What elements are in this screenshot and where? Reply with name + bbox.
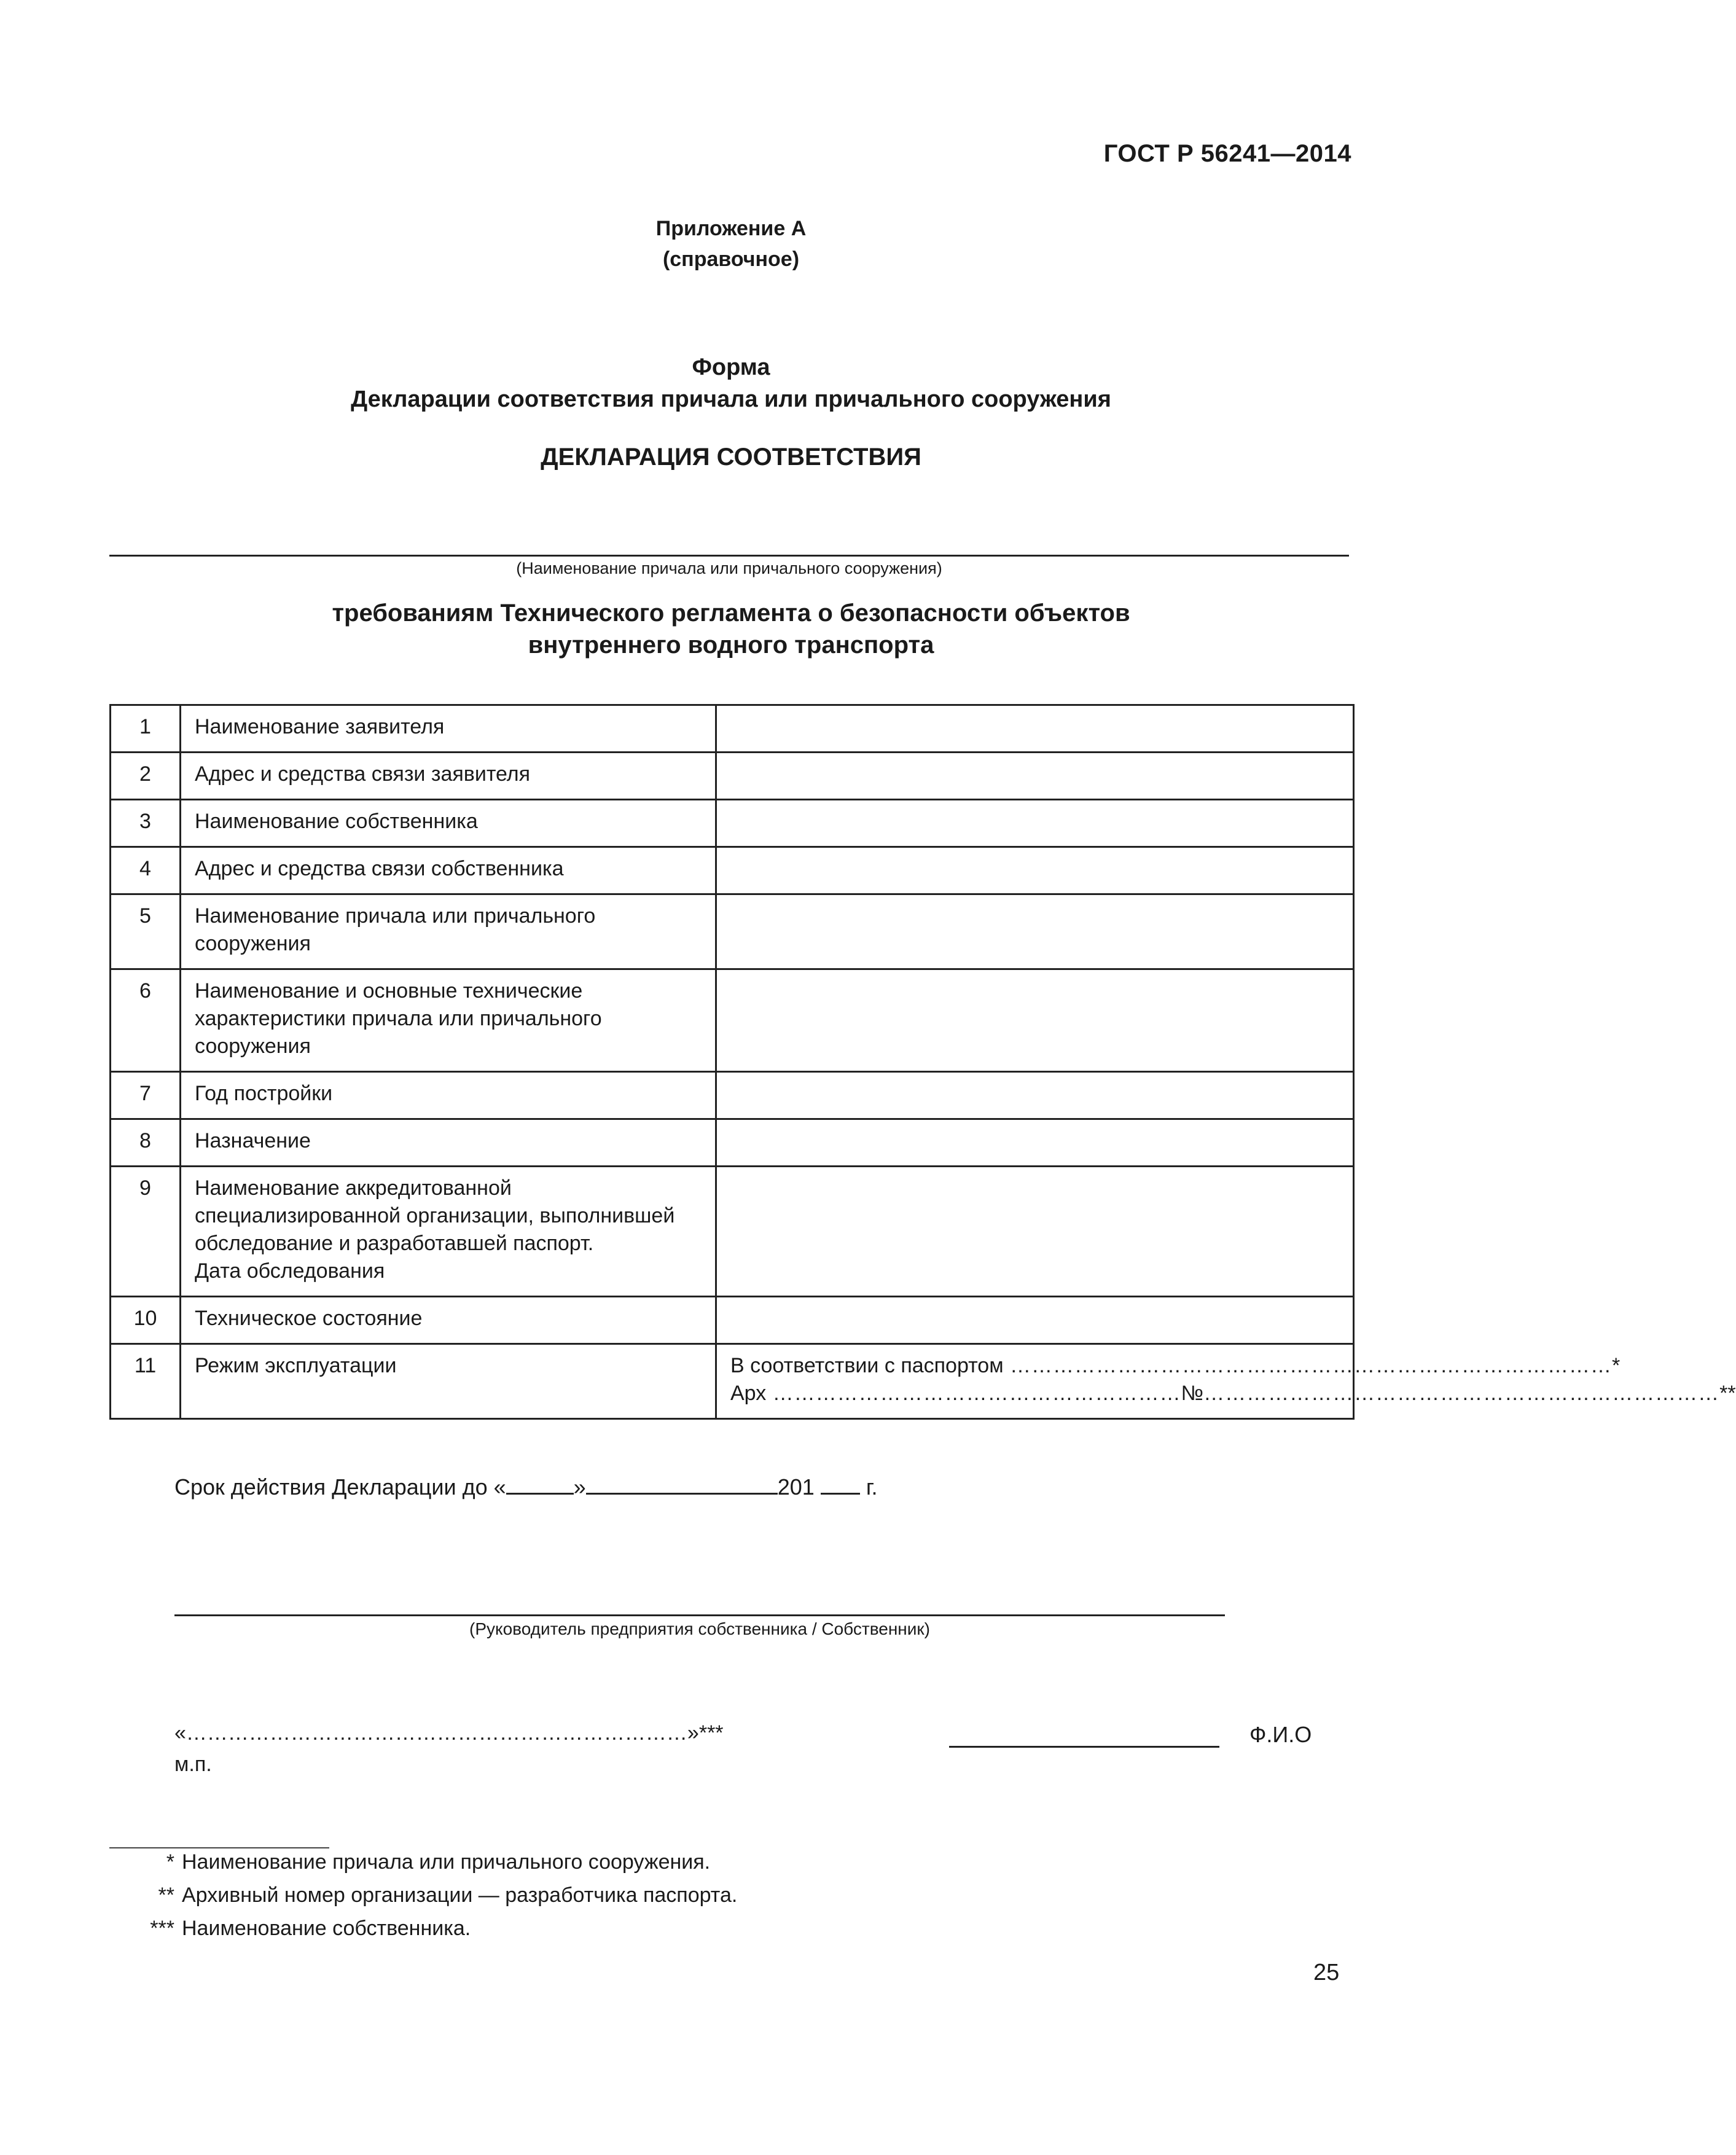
row-label: Назначение [181, 1119, 716, 1167]
table-row [111, 800, 1354, 847]
row-number: 2 [111, 753, 181, 800]
annex-heading [0, 213, 1462, 275]
form-heading [0, 351, 1462, 415]
row-label: Наименование причала или причального сооружения [181, 894, 716, 969]
berth-name-caption: (Наименование причала или причального сооружения) [516, 559, 942, 577]
footnote-mark: *** [150, 1917, 174, 1940]
berth-name-blank-line [109, 555, 1349, 557]
footnote-separator [109, 1847, 329, 1848]
row-label: Режим эксплуатации [181, 1344, 716, 1419]
row-number: 10 [111, 1297, 181, 1344]
validity-year-suffix: г. [866, 1474, 878, 1500]
validity-line [174, 1474, 878, 1500]
row-value-field[interactable] [716, 1297, 1354, 1344]
table-row [111, 1297, 1354, 1344]
archive-dots: ………………………………………………… [766, 1382, 1181, 1405]
footnote-mark: ** [158, 1883, 174, 1907]
signatory-caption: (Руководитель предприятия собственника / Собственник) [469, 1619, 930, 1638]
footnote-mark-1: * [1612, 1354, 1621, 1377]
validity-label: Срок действия Декларации до « [174, 1474, 506, 1500]
row-number: 4 [111, 847, 181, 894]
table-row [111, 1167, 1354, 1297]
row-value-field[interactable] [716, 705, 1354, 753]
row-label: Адрес и средства связи заявителя [181, 753, 716, 800]
number-sign: № [1181, 1382, 1204, 1405]
full-name-label: Ф.И.О [1249, 1722, 1312, 1747]
validity-month-field[interactable] [586, 1474, 778, 1495]
footnote [139, 1917, 471, 1941]
footnote-text: Наименование причала или причального сооружения. [182, 1850, 711, 1874]
row-number: 5 [111, 894, 181, 969]
row-value-field[interactable] [716, 1119, 1354, 1167]
table-row [111, 1072, 1354, 1119]
declaration-table [109, 704, 1736, 1420]
passport-reference-label: В соответствии с паспортом [730, 1354, 1004, 1377]
owner-quote-close: »*** [687, 1721, 724, 1745]
row-number: 1 [111, 705, 181, 753]
archive-label: Арх [730, 1382, 767, 1405]
owner-quote-open: « [174, 1721, 186, 1745]
validity-year-prefix: 201 [777, 1474, 815, 1500]
footnote [139, 1850, 710, 1874]
row-label [181, 1167, 716, 1297]
footnote-mark: * [166, 1850, 174, 1874]
table-row [111, 705, 1354, 753]
row-value-field[interactable] [716, 800, 1354, 847]
row-label-text: Наименование аккредитованной специализированной организации, выполнившей обследование и разработавшей паспорт. [195, 1176, 675, 1255]
footnote [139, 1883, 737, 1907]
number-dots: ……………………………………………………………… [1203, 1382, 1720, 1405]
row-value-field[interactable] [716, 894, 1354, 969]
archive-number-line[interactable] [730, 1380, 1736, 1407]
validity-day-field[interactable] [506, 1474, 574, 1495]
table-row [111, 753, 1354, 800]
row-number: 6 [111, 969, 181, 1072]
owner-name-field[interactable] [174, 1721, 724, 1745]
table-row [111, 847, 1354, 894]
passport-reference-dots: ………………………………………………………………………… [1003, 1354, 1613, 1377]
row-label: Наименование собственника [181, 800, 716, 847]
row-label-extra: Дата обследования [195, 1259, 385, 1283]
row-label: Адрес и средства связи собственника [181, 847, 716, 894]
validity-quote-close: » [573, 1474, 586, 1500]
row-value-field[interactable] [716, 753, 1354, 800]
row-label: Наименование заявителя [181, 705, 716, 753]
requirements-line1: требованиям Технического регламента о безопасности объектов [332, 600, 1130, 627]
operation-mode-value [716, 1344, 1736, 1419]
table-row [111, 1119, 1354, 1167]
footnote-text: Архивный номер организации — разработчика паспорта. [182, 1883, 738, 1907]
row-number: 9 [111, 1167, 181, 1297]
footnote-mark-2: ** [1719, 1382, 1736, 1405]
row-value-field[interactable] [716, 1072, 1354, 1119]
signatory-blank-line[interactable] [174, 1614, 1225, 1616]
row-value-field[interactable] [716, 1167, 1354, 1297]
row-number: 8 [111, 1119, 181, 1167]
signature-blank-line[interactable] [949, 1746, 1219, 1748]
annex-title: Приложение А [655, 217, 807, 240]
annex-type: (справочное) [662, 248, 800, 271]
row-number: 11 [111, 1344, 181, 1419]
row-number: 7 [111, 1072, 181, 1119]
table-row [111, 969, 1354, 1072]
page-number: 25 [1313, 1960, 1340, 1985]
stamp-place-label: м.п. [174, 1753, 212, 1776]
table-row [111, 894, 1354, 969]
row-value-field[interactable] [716, 969, 1354, 1072]
owner-name-dots: ……………………………………………………………… [186, 1721, 687, 1745]
form-heading-line1: Форма [692, 354, 770, 380]
form-heading-line2: Декларации соответствия причала или причального сооружения [351, 386, 1111, 412]
row-number: 3 [111, 800, 181, 847]
requirements-line2: внутреннего водного транспорта [528, 632, 934, 659]
document-code: ГОСТ Р 56241—2014 [1103, 140, 1351, 167]
row-value-field[interactable] [716, 847, 1354, 894]
table-row [111, 1344, 1354, 1419]
passport-reference-line[interactable] [730, 1352, 1621, 1380]
row-label: Год постройки [181, 1072, 716, 1119]
declaration-title: ДЕКЛАРАЦИЯ СООТВЕТСТВИЯ [541, 444, 921, 471]
footnote-text: Наименование собственника. [182, 1917, 471, 1940]
row-label: Наименование и основные технические характеристики причала или причального сооружения [181, 969, 716, 1072]
row-label: Техническое состояние [181, 1297, 716, 1344]
validity-year-field[interactable] [821, 1474, 860, 1495]
requirements-heading [0, 597, 1462, 661]
